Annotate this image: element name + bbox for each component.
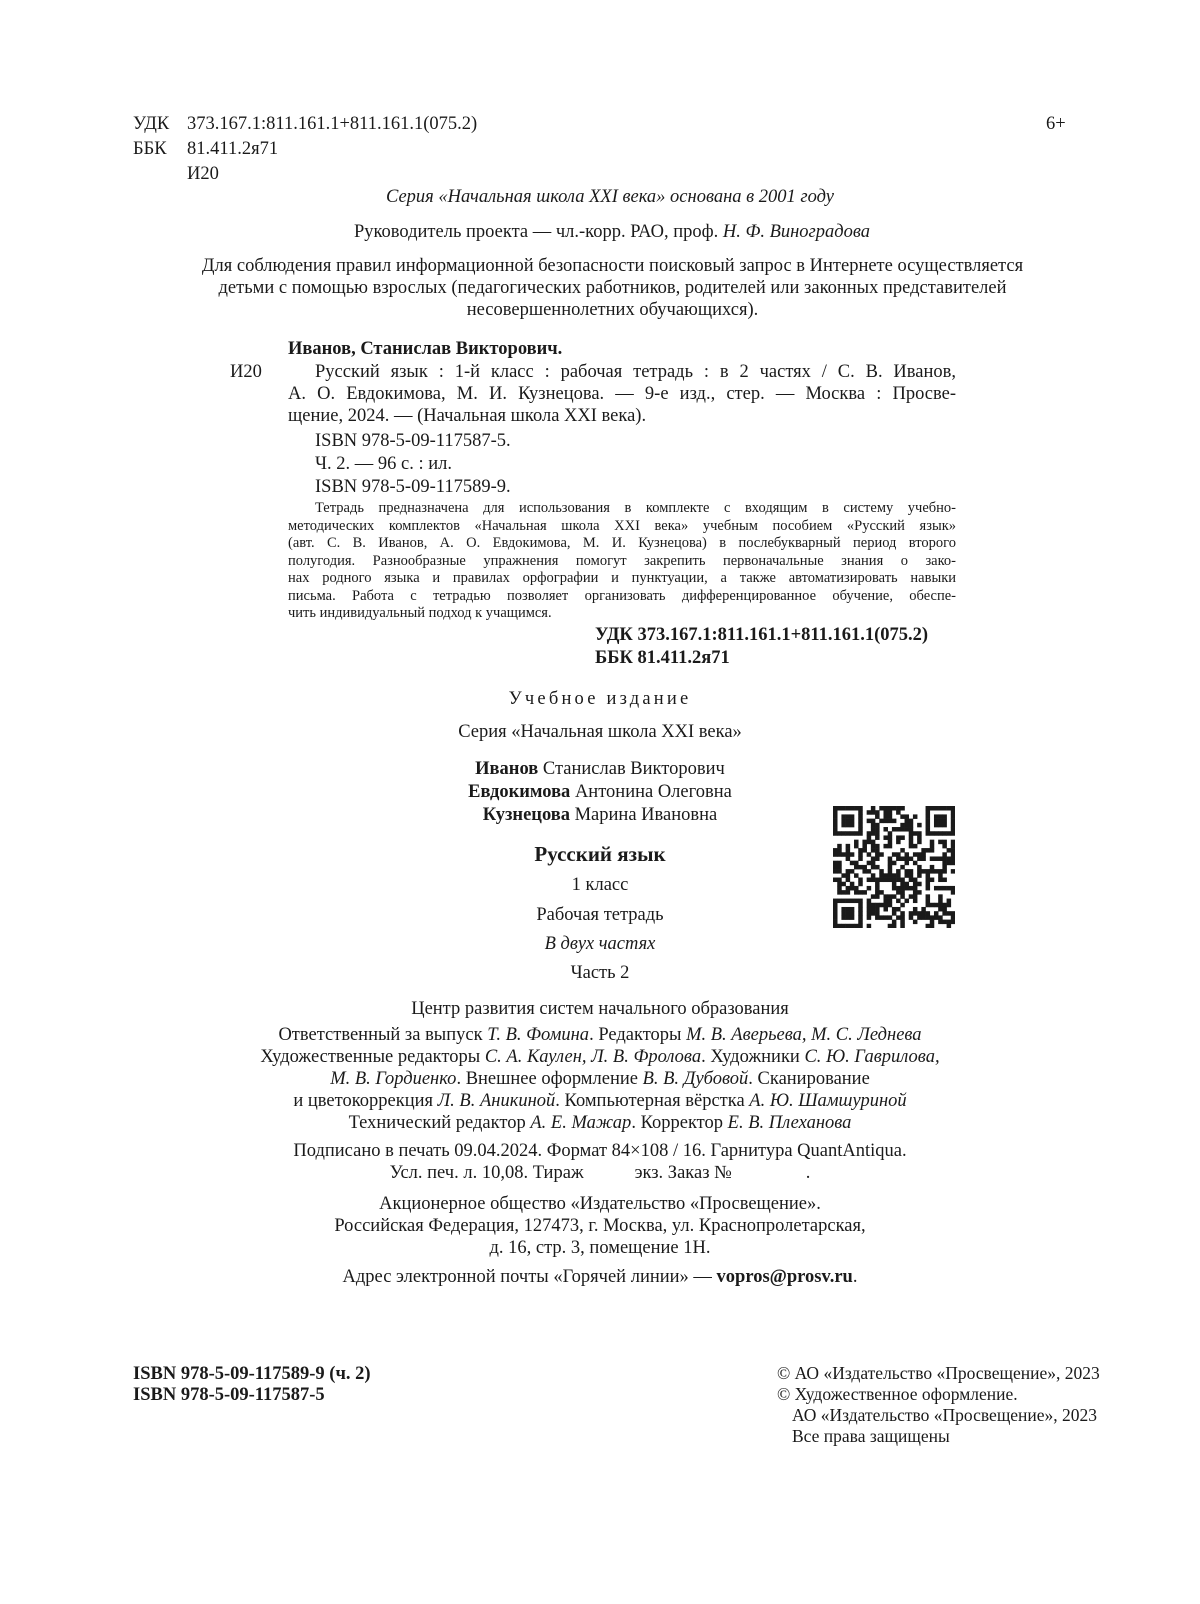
- catalog-description-line: щение, 2024. — (Начальная школа XXI века).: [288, 406, 647, 426]
- credits-line: [160, 1046, 1040, 1068]
- qr-code: [833, 806, 955, 928]
- author-line: [400, 781, 800, 803]
- catalog-description: [288, 361, 956, 427]
- credits-text: Технический редактор: [348, 1113, 531, 1133]
- catalog-isbn-part: ISBN 978-5-09-117589-9.: [315, 477, 511, 497]
- publisher-line: д. 16, стр. 3, помещение 1Н.: [489, 1238, 711, 1258]
- center-name: Центр развития систем начального образования: [411, 999, 789, 1019]
- credits-text: и цветокоррекция: [293, 1091, 438, 1111]
- age-rating: 6+: [1046, 114, 1066, 134]
- bbk-label: ББК: [133, 139, 167, 159]
- annotation-line: Тетрадь предназначена для использования в комплекте с входящим в систему учебно-: [315, 500, 956, 516]
- credits-person: М. В. Аверьева, М. С. Леднева: [686, 1025, 922, 1045]
- safety-notice-line: несовершеннолетних обучающихся).: [466, 300, 759, 320]
- credits-person: В. В. Дубовой: [642, 1069, 749, 1089]
- credits-person: М. В. Гордиенко: [330, 1069, 457, 1089]
- print-info-line: Усл. печ. л. 10,08. Тираж экз. Заказ № .: [389, 1163, 811, 1183]
- catalog-description-line: Русский язык : 1-й класс : рабочая тетрадь : в 2 частях / С. В. Иванов,: [315, 362, 956, 382]
- credits-line: [160, 1068, 1040, 1090]
- author-line: [400, 804, 800, 826]
- author-given: Антонина Олеговна: [570, 782, 732, 802]
- annotation-line: чить индивидуальный подход к учащимся.: [288, 605, 552, 621]
- copyright-line: © Художественное оформление.: [777, 1384, 1018, 1404]
- project-lead-prefix: Руководитель проекта — чл.-корр. РАО, проф.: [353, 222, 723, 242]
- hotline-prefix: Адрес электронной почты «Горячей линии» —: [342, 1267, 717, 1287]
- series-note: Серия «Начальная школа XXI века» основана в 2001 году: [386, 187, 834, 207]
- safety-notice-line: Для соблюдения правил информационной безопасности поисковый запрос в Интернете осуществляется: [201, 256, 1024, 276]
- safety-notice: [120, 255, 1105, 321]
- series-name: Серия «Начальная школа XXI века»: [458, 722, 742, 742]
- credits-text: . Компьютерная вёрстка: [555, 1091, 750, 1111]
- catalog-isbn-full: ISBN 978-5-09-117587-5.: [315, 431, 511, 451]
- book-part: Часть 2: [570, 963, 630, 983]
- footer-isbn-full: ISBN 978-5-09-117587-5: [133, 1385, 325, 1405]
- print-info: [200, 1140, 1000, 1184]
- credits-person: А. Ю. Шамшуриной: [749, 1091, 907, 1111]
- footer-isbn-part: ISBN 978-5-09-117589-9 (ч. 2): [133, 1364, 371, 1384]
- book-grade: 1 класс: [571, 875, 629, 895]
- credits-line: [160, 1024, 1040, 1046]
- catalog-part-info: Ч. 2. — 96 с. : ил.: [315, 454, 453, 474]
- annotation-line: письма. Работа с тетрадью позволяет организовать дифференцированное обучение, обеспе-: [288, 587, 956, 604]
- book-parts: В двух частях: [544, 934, 656, 954]
- author-given: Станислав Викторович: [538, 759, 725, 779]
- project-lead-name: Н. Ф. Виноградова: [722, 222, 871, 242]
- credits-person: С. Ю. Гаврилова,: [804, 1047, 940, 1067]
- hotline-email[interactable]: vopros@prosv.ru: [716, 1267, 853, 1287]
- credits-text: . Редакторы: [589, 1025, 687, 1045]
- credits-line: [160, 1112, 1040, 1134]
- hotline: [200, 1266, 1000, 1288]
- catalog-annotation: [288, 500, 956, 623]
- credits-text: . Сканирование: [748, 1069, 870, 1089]
- copyright-line: Все права защищены: [792, 1426, 950, 1446]
- bbk-value: 81.411.2я71: [187, 139, 279, 159]
- catalog-udk: УДК 373.167.1:811.161.1+811.161.1(075.2): [595, 625, 929, 645]
- catalog-author-heading: Иванов, Станислав Викторович.: [288, 339, 563, 359]
- catalog-bbk: ББК 81.411.2я71: [595, 648, 730, 668]
- catalog-mark: И20: [230, 362, 262, 382]
- copyright-block: [777, 1363, 1100, 1447]
- edition-type: Учебное издание: [508, 689, 692, 709]
- copyright-line: АО «Издательство «Просвещение», 2023: [792, 1405, 1098, 1425]
- safety-notice-line: детьми с помощью взрослых (педагогических работников, родителей или законных представителей: [218, 278, 1007, 298]
- author-surname: Евдокимова: [468, 782, 571, 802]
- credits-text: . Внешнее оформление: [456, 1069, 643, 1089]
- book-title: Русский язык: [534, 842, 666, 866]
- project-lead: [200, 221, 1024, 243]
- credits-text: Художественные редакторы: [260, 1047, 485, 1067]
- credits-person: Т. В. Фомина: [487, 1025, 590, 1045]
- author-surname: Кузнецова: [482, 805, 570, 825]
- publisher-line: Акционерное общество «Издательство «Просвещение».: [379, 1194, 821, 1214]
- credits-person: А. Е. Мажар: [530, 1113, 632, 1133]
- annotation-line: полугодия. Разнообразные упражнения помогут закрепить первоначальные знания о зако-: [288, 552, 956, 569]
- author-mark: И20: [187, 164, 219, 184]
- author-line: [400, 758, 800, 780]
- credits: [160, 1024, 1040, 1134]
- annotation-line: (авт. С. В. Иванов, А. О. Евдокимова, М. И. Кузнецова) в послебукварный период второго: [288, 535, 956, 551]
- book-kind: Рабочая тетрадь: [536, 905, 664, 925]
- catalog-description-line: А. О. Евдокимова, М. И. Кузнецова. — 9-е изд., стер. — Москва : Просве-: [288, 384, 956, 404]
- qr-code-image: [833, 806, 955, 928]
- publisher-address: [200, 1193, 1000, 1259]
- print-info-line: Подписано в печать 09.04.2024. Формат 84×108 / 16. Гарнитура QuantAntiqua.: [293, 1141, 907, 1161]
- credits-person: С. А. Каулен, Л. В. Фролова: [484, 1047, 702, 1067]
- credits-line: [160, 1090, 1040, 1112]
- credits-text: . Художники: [701, 1047, 805, 1067]
- annotation-line: нах родного языка и правилах орфографии и пунктуации, а также автоматизировать навыки: [288, 570, 956, 586]
- author-given: Марина Ивановна: [569, 805, 718, 825]
- publisher-line: Российская Федерация, 127473, г. Москва, ул. Краснопролетарская,: [334, 1216, 866, 1236]
- hotline-suffix: .: [852, 1267, 858, 1287]
- annotation-line: методических комплектов «Начальная школа XXI века» учебным пособием «Русский язык»: [288, 517, 956, 534]
- author-surname: Иванов: [475, 759, 539, 779]
- udk-value: 373.167.1:811.161.1+811.161.1(075.2): [187, 114, 478, 134]
- credits-person: Л. В. Аникиной: [437, 1091, 556, 1111]
- credits-text: Ответственный за выпуск: [278, 1025, 488, 1045]
- copyright-line: © АО «Издательство «Просвещение», 2023: [777, 1363, 1100, 1383]
- udk-label: УДК: [133, 114, 170, 134]
- credits-person: Е. В. Плеханова: [727, 1113, 852, 1133]
- credits-text: . Корректор: [631, 1113, 728, 1133]
